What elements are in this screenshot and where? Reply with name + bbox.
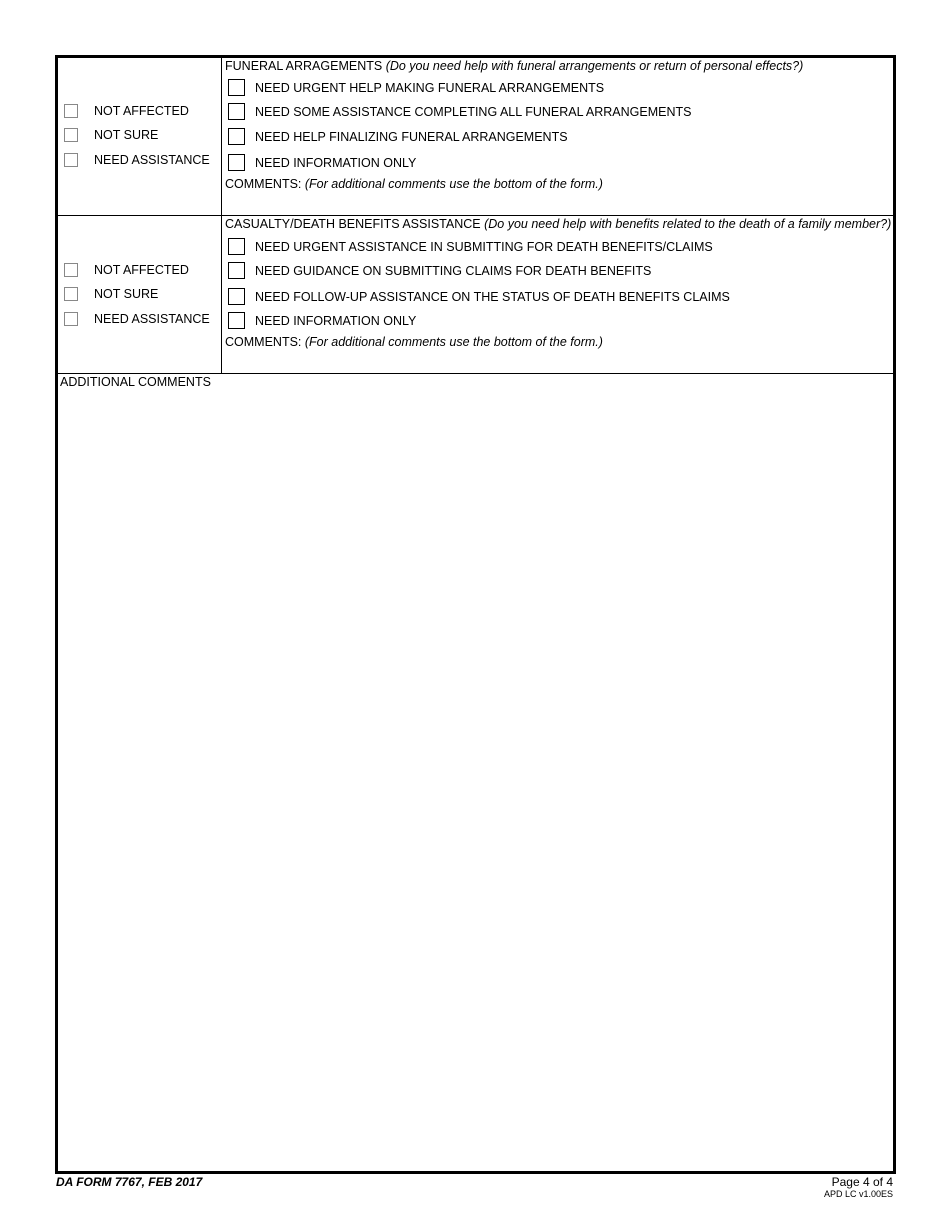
form-frame bbox=[55, 55, 896, 1174]
checkbox[interactable] bbox=[64, 128, 78, 142]
casualty-option-info-only[interactable] bbox=[228, 312, 416, 329]
heading-title: CASUALTY/DEATH BENEFITS ASSISTANCE bbox=[225, 217, 481, 231]
casualty-heading bbox=[225, 217, 891, 231]
casualty-status-column bbox=[58, 216, 222, 373]
status-label: NOT AFFECTED bbox=[94, 104, 189, 118]
heading-note: (Do you need help with funeral arrangements or return of personal effects?) bbox=[385, 59, 804, 73]
checkbox[interactable] bbox=[228, 288, 245, 305]
casualty-status-need-assistance[interactable] bbox=[64, 312, 210, 326]
funeral-option-urgent[interactable] bbox=[228, 79, 604, 96]
comments-label: COMMENTS: bbox=[225, 177, 302, 191]
status-label: NOT AFFECTED bbox=[94, 263, 189, 277]
page-number: Page 4 of 4 bbox=[831, 1175, 893, 1189]
checkbox[interactable] bbox=[64, 263, 78, 277]
funeral-status-not-affected[interactable] bbox=[64, 104, 189, 118]
option-label: NEED GUIDANCE ON SUBMITTING CLAIMS FOR DEATH BENEFITS bbox=[255, 263, 652, 278]
version-label: APD LC v1.00ES bbox=[823, 1189, 893, 1199]
casualty-option-guidance[interactable] bbox=[228, 262, 651, 279]
heading-title: FUNERAL ARRAGEMENTS bbox=[225, 59, 383, 73]
status-label: NOT SURE bbox=[94, 128, 159, 142]
additional-comments-field[interactable] bbox=[58, 393, 893, 1168]
option-label: NEED URGENT HELP MAKING FUNERAL ARRANGEMENTS bbox=[255, 80, 605, 95]
checkbox[interactable] bbox=[228, 238, 245, 255]
checkbox[interactable] bbox=[228, 79, 245, 96]
casualty-option-urgent[interactable] bbox=[228, 238, 713, 255]
checkbox[interactable] bbox=[228, 262, 245, 279]
funeral-heading bbox=[225, 59, 803, 73]
checkbox[interactable] bbox=[64, 153, 78, 167]
option-label: NEED FOLLOW-UP ASSISTANCE ON THE STATUS OF DEATH BENEFITS CLAIMS bbox=[255, 289, 730, 304]
form-identifier: DA FORM 7767, FEB 2017 bbox=[56, 1175, 203, 1189]
funeral-section bbox=[58, 58, 893, 216]
casualty-comments-field[interactable] bbox=[225, 335, 603, 349]
checkbox[interactable] bbox=[64, 312, 78, 326]
casualty-status-not-sure[interactable] bbox=[64, 287, 158, 301]
casualty-status-not-affected[interactable] bbox=[64, 263, 189, 277]
status-label: NOT SURE bbox=[94, 287, 159, 301]
checkbox[interactable] bbox=[228, 154, 245, 171]
funeral-option-some-assistance[interactable] bbox=[228, 103, 691, 120]
funeral-option-finalizing[interactable] bbox=[228, 128, 568, 145]
casualty-section bbox=[58, 216, 893, 374]
casualty-details-column bbox=[222, 216, 893, 373]
funeral-status-need-assistance[interactable] bbox=[64, 153, 210, 167]
page-footer bbox=[824, 1175, 893, 1199]
checkbox[interactable] bbox=[228, 103, 245, 120]
funeral-status-not-sure[interactable] bbox=[64, 128, 158, 142]
comments-label: COMMENTS: bbox=[225, 335, 302, 349]
option-label: NEED URGENT ASSISTANCE IN SUBMITTING FOR DEATH BENEFITS/CLAIMS bbox=[255, 239, 713, 254]
funeral-option-info-only[interactable] bbox=[228, 154, 416, 171]
comments-note: (For additional comments use the bottom of the form.) bbox=[304, 335, 603, 349]
checkbox[interactable] bbox=[228, 128, 245, 145]
option-label: NEED INFORMATION ONLY bbox=[255, 155, 417, 170]
option-label: NEED HELP FINALIZING FUNERAL ARRANGEMENTS bbox=[255, 129, 568, 144]
checkbox[interactable] bbox=[64, 104, 78, 118]
funeral-details-column bbox=[222, 58, 893, 215]
status-label: NEED ASSISTANCE bbox=[94, 153, 210, 167]
heading-note: (Do you need help with benefits related to the death of a family member?) bbox=[484, 217, 892, 231]
comments-note: (For additional comments use the bottom of the form.) bbox=[304, 177, 603, 191]
checkbox[interactable] bbox=[228, 312, 245, 329]
funeral-status-column bbox=[58, 58, 222, 215]
status-label: NEED ASSISTANCE bbox=[94, 312, 210, 326]
option-label: NEED INFORMATION ONLY bbox=[255, 313, 417, 328]
casualty-option-follow-up[interactable] bbox=[228, 288, 730, 305]
option-label: NEED SOME ASSISTANCE COMPLETING ALL FUNERAL ARRANGEMENTS bbox=[255, 104, 692, 119]
funeral-comments-field[interactable] bbox=[225, 177, 603, 191]
checkbox[interactable] bbox=[64, 287, 78, 301]
additional-comments-label: ADDITIONAL COMMENTS bbox=[60, 375, 211, 389]
